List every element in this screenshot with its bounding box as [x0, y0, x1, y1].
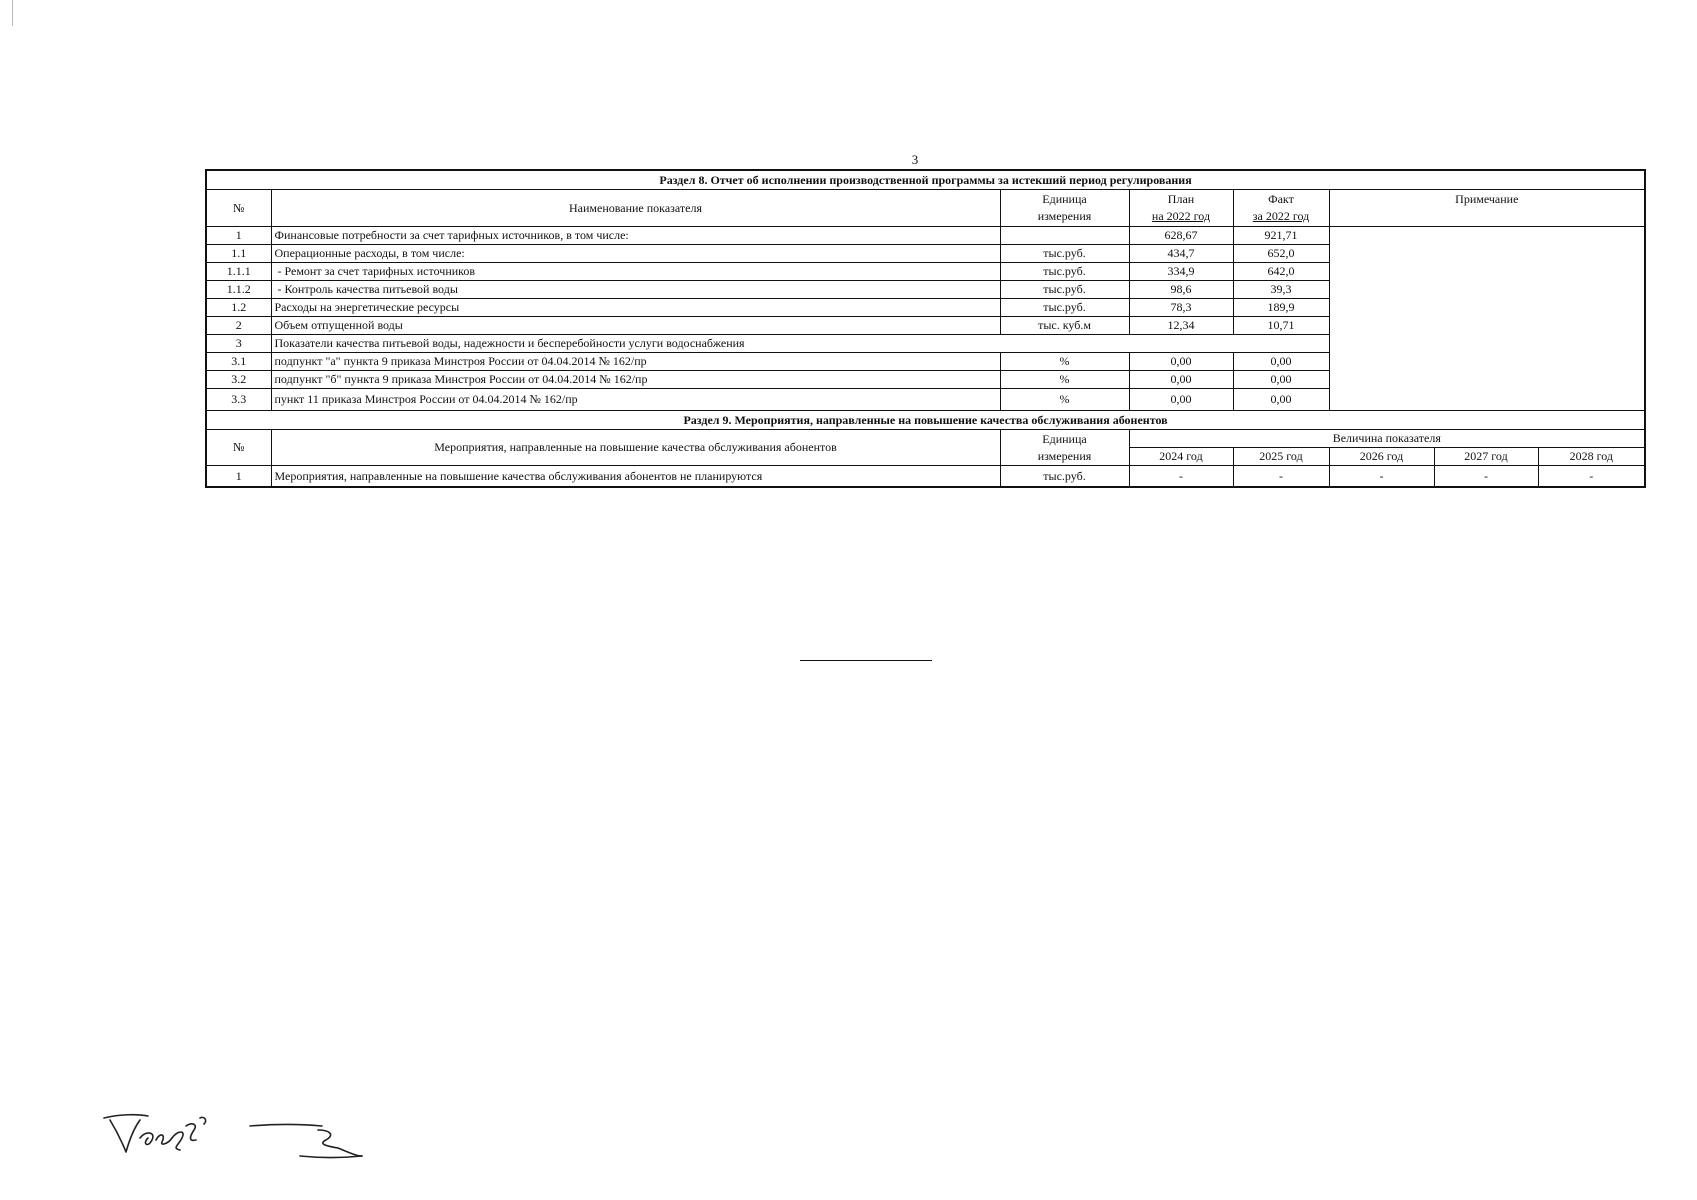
row-unit: тыс.руб. — [1000, 245, 1129, 263]
row-fact: 189,9 — [1233, 299, 1329, 317]
row-num: 3 — [206, 335, 271, 353]
row-name: Показатели качества питьевой воды, надежности и бесперебойности услуги водоснабжения — [271, 335, 1329, 353]
year-header: 2027 год — [1434, 448, 1538, 466]
row-num: 3.1 — [206, 353, 271, 371]
row-name: пункт 11 приказа Минстроя России от 04.04.2014 № 162/пр — [271, 389, 1000, 411]
row-fact: 10,71 — [1233, 317, 1329, 335]
row-fact: 0,00 — [1233, 371, 1329, 389]
header-unit — [1000, 190, 1129, 227]
end-divider-line — [800, 660, 932, 661]
row-unit: % — [1000, 371, 1129, 389]
year-header: 2028 год — [1538, 448, 1645, 466]
header-plan-line2: на 2022 год — [1151, 209, 1211, 223]
s9-row-value: - — [1538, 466, 1645, 488]
row-name: - Контроль качества питьевой воды — [271, 281, 1000, 299]
s9-row-unit: тыс.руб. — [1000, 466, 1129, 488]
row-num: 1.1.1 — [206, 263, 271, 281]
row-name: подпункт "а" пункта 9 приказа Минстроя России от 04.04.2014 № 162/пр — [271, 353, 1000, 371]
year-header: 2025 год — [1233, 448, 1329, 466]
year-header: 2026 год — [1329, 448, 1434, 466]
s9-row-value: - — [1233, 466, 1329, 488]
s9-header-value: Величина показателя — [1129, 430, 1645, 448]
header-unit-line1: Единица — [1042, 192, 1087, 206]
header-name: Наименование показателя — [271, 190, 1000, 227]
header-plan-line1: План — [1167, 192, 1195, 206]
section9-title: Раздел 9. Мероприятия, направленные на повышение качества обслуживания абонентов — [206, 411, 1645, 430]
header-fact — [1233, 190, 1329, 227]
s9-row-value: - — [1434, 466, 1538, 488]
note-cell — [1329, 227, 1645, 411]
row-num: 1.2 — [206, 299, 271, 317]
header-unit-line2: измерения — [1037, 209, 1092, 223]
row-fact: 39,3 — [1233, 281, 1329, 299]
row-num: 1 — [206, 227, 271, 245]
row-num: 3.2 — [206, 371, 271, 389]
header-fact-line2: за 2022 год — [1252, 209, 1310, 223]
row-unit: тыс.руб. — [1000, 299, 1129, 317]
s9-header-unit-line1: Единица — [1042, 431, 1087, 446]
row-num: 1.1.2 — [206, 281, 271, 299]
year-header: 2024 год — [1129, 448, 1233, 466]
row-fact: 0,00 — [1233, 389, 1329, 411]
row-num: 3.3 — [206, 389, 271, 411]
s9-header-name: Мероприятия, направленные на повышение качества обслуживания абонентов — [271, 430, 1000, 466]
scan-edge-mark — [12, 0, 13, 26]
row-name: подпункт "б" пункта 9 приказа Минстроя России от 04.04.2014 № 162/пр — [271, 371, 1000, 389]
section9-header-row — [206, 430, 1645, 448]
row-plan: 628,67 — [1129, 227, 1233, 245]
s9-row-num: 1 — [206, 466, 271, 488]
row-num: 2 — [206, 317, 271, 335]
row-unit: тыс. куб.м — [1000, 317, 1129, 335]
row-plan: 12,34 — [1129, 317, 1233, 335]
row-plan: 98,6 — [1129, 281, 1233, 299]
s9-header-unit-line2: измерения — [1037, 448, 1092, 463]
section8-title: Раздел 8. Отчет об исполнении производственной программы за истекший период регулирования — [206, 170, 1645, 190]
s9-header-num: № — [206, 430, 271, 466]
row-fact: 0,00 — [1233, 353, 1329, 371]
row-plan: 0,00 — [1129, 353, 1233, 371]
row-plan: 434,7 — [1129, 245, 1233, 263]
row-name: Финансовые потребности за счет тарифных источников, в том числе: — [271, 227, 1000, 245]
s9-row-name: Мероприятия, направленные на повышение качества обслуживания абонентов не планируются — [271, 466, 1000, 488]
row-plan: 78,3 — [1129, 299, 1233, 317]
row-num: 1.1 — [206, 245, 271, 263]
page-number: 3 — [911, 152, 919, 167]
table-row — [206, 466, 1645, 488]
s9-row-value: - — [1129, 466, 1233, 488]
row-unit: % — [1000, 353, 1129, 371]
s9-header-unit — [1000, 430, 1129, 466]
header-fact-line1: Факт — [1268, 192, 1294, 206]
row-unit: тыс.руб. — [1000, 281, 1129, 299]
row-plan: 0,00 — [1129, 389, 1233, 411]
row-fact: 921,71 — [1233, 227, 1329, 245]
row-name: Операционные расходы, в том числе: — [271, 245, 1000, 263]
header-num: № — [206, 190, 271, 227]
section8-title-row — [206, 170, 1645, 190]
row-fact: 652,0 — [1233, 245, 1329, 263]
header-plan — [1129, 190, 1233, 227]
handwritten-signatures — [100, 1108, 380, 1168]
row-fact: 642,0 — [1233, 263, 1329, 281]
row-name: Объем отпущенной воды — [271, 317, 1000, 335]
section9-title-row — [206, 411, 1645, 430]
header-note: Примечание — [1329, 190, 1645, 227]
row-unit — [1000, 227, 1129, 245]
row-name: - Ремонт за счет тарифных источников — [271, 263, 1000, 281]
table-row — [206, 227, 1645, 245]
row-unit: % — [1000, 389, 1129, 411]
row-unit: тыс.руб. — [1000, 263, 1129, 281]
section8-header-row — [206, 190, 1645, 227]
s9-row-value: - — [1329, 466, 1434, 488]
row-plan: 334,9 — [1129, 263, 1233, 281]
row-name: Расходы на энергетические ресурсы — [271, 299, 1000, 317]
report-table — [205, 169, 1646, 488]
row-plan: 0,00 — [1129, 371, 1233, 389]
